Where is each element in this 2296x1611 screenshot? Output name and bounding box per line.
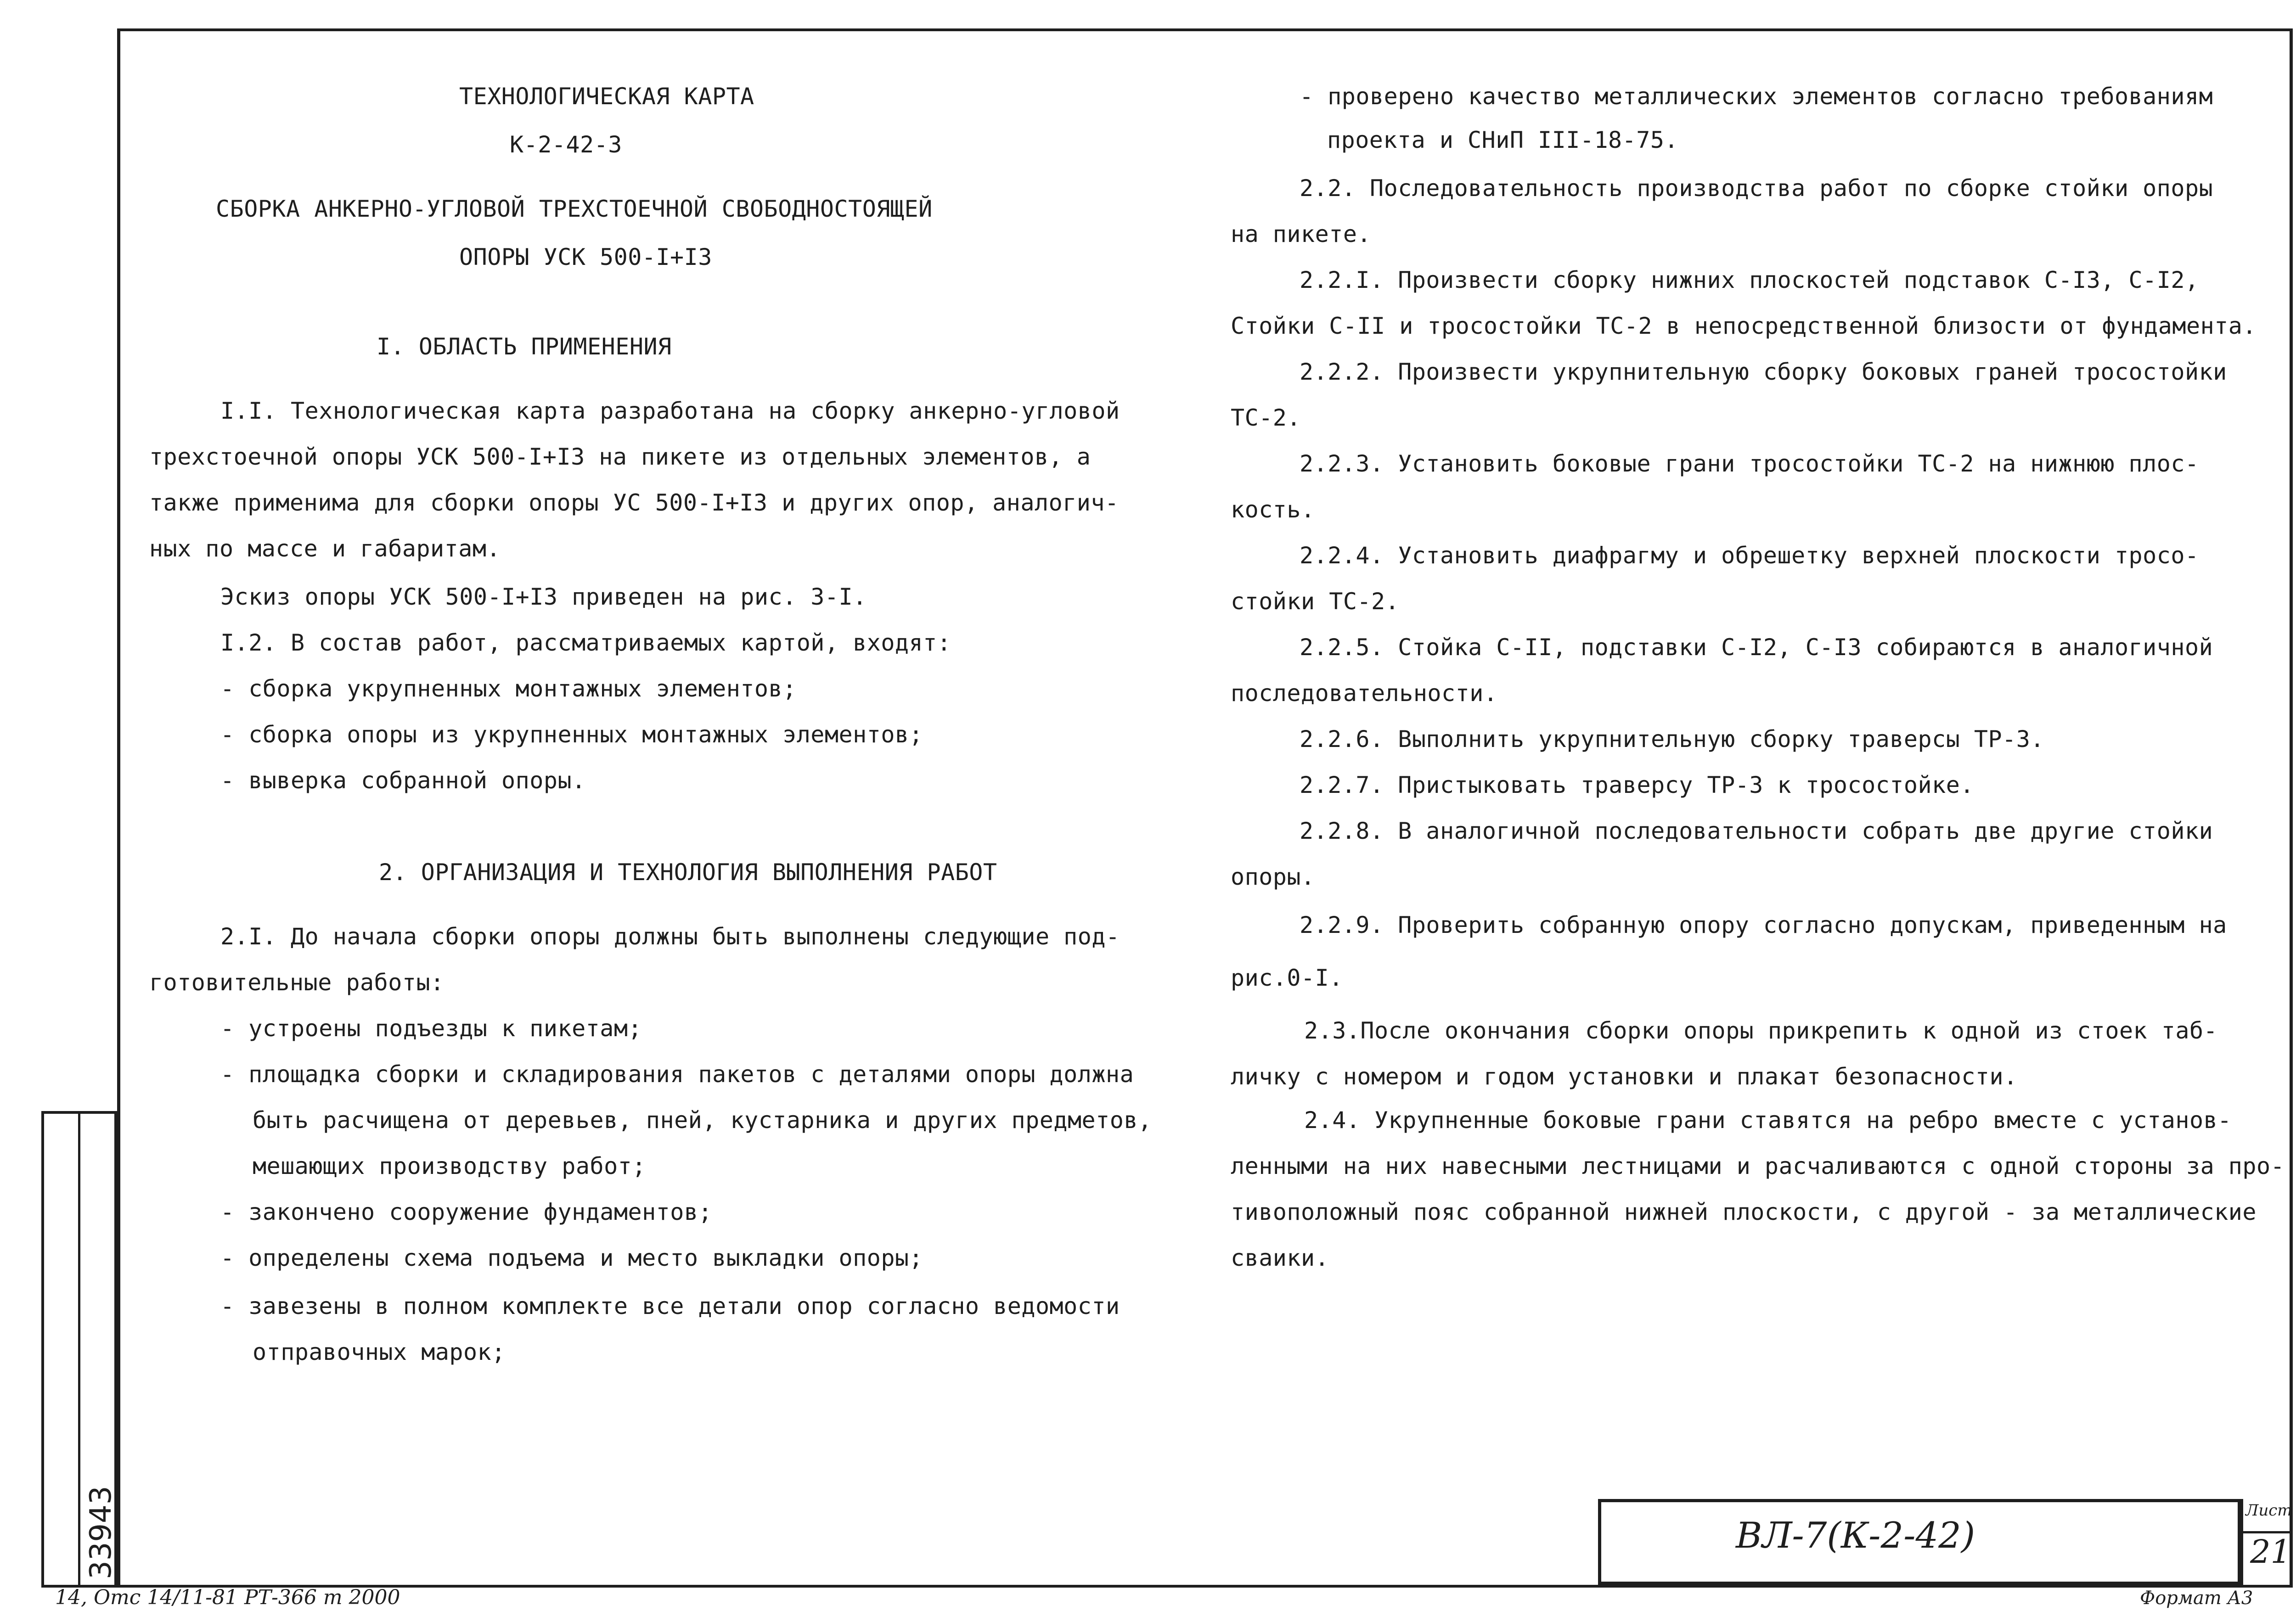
paragraph-line: 2.2.3. Установить боковые грани тросостойки ТС-2 на нижнюю плос- [1300, 450, 2199, 477]
paragraph-line: 2.2.8. В аналогичной последовательности собрать две другие стойки [1300, 818, 2213, 844]
sheet-label: Лист [2245, 1501, 2292, 1520]
paragraph-line: 2.4. Укрупненные боковые грани ставятся на ребро вместе с установ- [1304, 1107, 2232, 1134]
paragraph-line: на пикете. [1231, 221, 1372, 247]
paragraph-line: 2.2. Последовательность производства работ по сборке стойки опоры [1300, 175, 2213, 202]
paragraph-line: 2.2.2. Произвести укрупнительную сборку боковых граней тросостойки [1300, 359, 2227, 385]
side-strip-divider [78, 1111, 80, 1585]
paragraph-line: трехстоечной опоры УСК 500-I+I3 на пикете из отдельных элементов, а [149, 443, 1091, 470]
paragraph-line: кость. [1231, 496, 1315, 523]
format-label: Формат А3 [2140, 1588, 2253, 1609]
doc-subtitle-line2: ОПОРЫ УСК 500-I+I3 [459, 244, 712, 270]
bottom-note: 14, Отс 14/11-81 РТ-366 т 2000 [55, 1586, 400, 1609]
paragraph-line: ных по массе и габаритам. [149, 535, 501, 562]
list-item: - определены схема подъема и место выкладки опоры; [220, 1245, 923, 1271]
paragraph-line: последовательности. [1231, 680, 1498, 707]
list-item: - сборка укрупненных монтажных элементов; [220, 675, 797, 702]
paragraph-line: I.2. В состав работ, рассматриваемых картой, входят: [220, 629, 951, 656]
list-item: отправочных марок; [253, 1339, 506, 1365]
paragraph-line: личку с номером и годом установки и плакат безопасности. [1231, 1063, 2018, 1090]
paragraph-line: 2.3.После окончания сборки опоры прикрепить к одной из стоек таб- [1304, 1017, 2218, 1044]
paragraph-line: Эскиз опоры УСК 500-I+I3 приведен на рис. 3-I. [220, 584, 867, 610]
paragraph-line: 2.2.5. Стойка С-II, подставки С-I2, С-I3 собираются в аналогичной [1300, 634, 2213, 661]
drawing-code: ВЛ-7(К-2-42) [1736, 1515, 1975, 1556]
inventory-number: 33943 [84, 1486, 118, 1579]
paragraph-line: 2.2.6. Выполнить укрупнительную сборку траверсы ТР-3. [1300, 726, 2044, 752]
paragraph-line: Стойки С-II и тросостойки ТС-2 в непосредственной близости от фундамента. [1231, 313, 2257, 339]
list-item: - устроены подъезды к пикетам; [220, 1015, 642, 1042]
paragraph-line: 2.2.4. Установить диафрагму и обрешетку верхней плоскости тросо- [1300, 542, 2199, 569]
list-item: - завезены в полном комплекте все детали опор согласно ведомости [220, 1293, 1120, 1319]
paragraph-line: - проверено качество металлических элементов согласно требованиям [1300, 83, 2213, 110]
paragraph-line: опоры. [1231, 864, 1315, 890]
paragraph-line: 2.2.9. Проверить собранную опору согласно допускам, приведенным на [1300, 912, 2227, 938]
list-item: быть расчищена от деревьев, пней, кустарника и других предметов, [253, 1107, 1152, 1134]
paragraph-line: 2.2.7. Пристыковать траверсу ТР-3 к тросостойке. [1300, 772, 1974, 798]
doc-title: ТЕХНОЛОГИЧЕСКАЯ КАРТА [459, 83, 754, 110]
paragraph-line: стойки ТС-2. [1231, 588, 1400, 615]
paragraph-line: ТС-2. [1231, 404, 1301, 431]
paragraph-line: тивоположный пояс собранной нижней плоскости, с другой - за металлические [1231, 1199, 2257, 1225]
section-heading-2: 2. ОРГАНИЗАЦИЯ И ТЕХНОЛОГИЯ ВЫПОЛНЕНИЯ РАБОТ [379, 859, 997, 886]
paragraph-line: рис.0-I. [1231, 965, 1343, 991]
paragraph-line: также применима для сборки опоры УС 500-I+I3 и других опор, аналогич- [149, 489, 1119, 516]
paragraph-line: 2.I. До начала сборки опоры должны быть выполнены следующие под- [220, 923, 1120, 950]
paragraph-line: 2.2.I. Произвести сборку нижних плоскостей подставок С-I3, С-I2, [1300, 267, 2199, 293]
paragraph-line: I.I. Технологическая карта разработана на сборку анкерно-угловой [220, 398, 1120, 424]
list-item: - закончено сооружение фундаментов; [220, 1199, 713, 1225]
list-item: мешающих производству работ; [253, 1153, 646, 1179]
list-item: - выверка собранной опоры. [220, 767, 586, 794]
paragraph-line: ленными на них навесными лестницами и расчаливаются с одной стороны за про- [1231, 1153, 2285, 1179]
paragraph-line: сваики. [1231, 1245, 1329, 1271]
paragraph-line: проекта и СНиП III-18-75. [1327, 127, 1679, 153]
section-heading-1: I. ОБЛАСТЬ ПРИМЕНЕНИЯ [377, 333, 672, 360]
doc-subtitle-line1: СБОРКА АНКЕРНО-УГЛОВОЙ ТРЕХСТОЕЧНОЙ СВОБОДНОСТОЯЩЕЙ [216, 196, 933, 222]
list-item: - площадка сборки и складирования пакетов с деталями опоры должна [220, 1061, 1134, 1088]
doc-code: К-2-42-3 [510, 131, 622, 158]
list-item: - сборка опоры из укрупненных монтажных элементов; [220, 721, 923, 748]
sheet-number: 21 [2250, 1533, 2291, 1571]
paragraph-line: готовительные работы: [149, 969, 445, 996]
